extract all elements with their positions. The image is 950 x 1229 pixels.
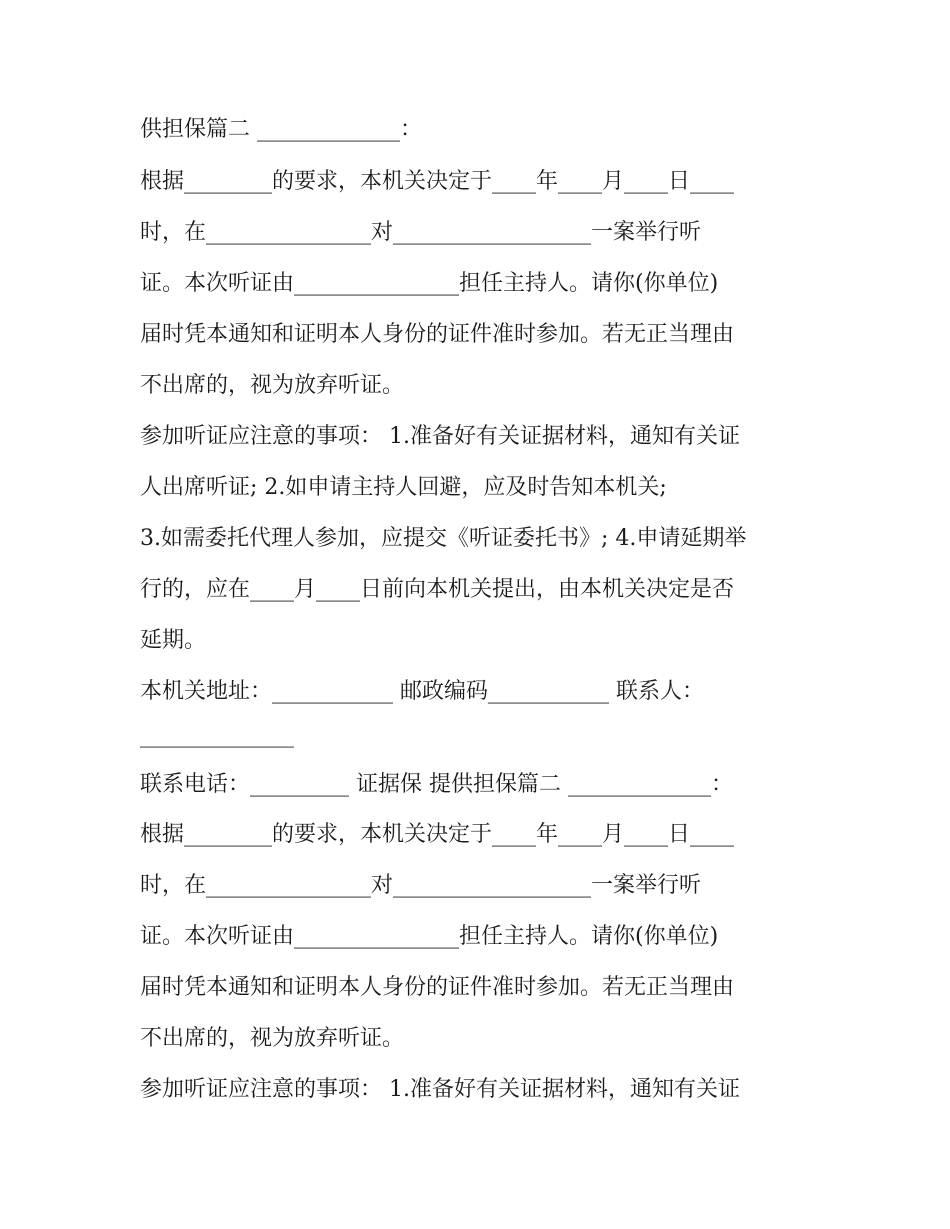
text-line: 届时凭本通知和证明本人身份的证件准时参加。若无正当理由 bbox=[140, 322, 735, 347]
text-line: 根据________的要求，本机关决定于____年____月____日____ bbox=[140, 169, 735, 194]
text-line: 证。本次听证由_______________担任主持人。请你(你单位) bbox=[140, 271, 719, 296]
text-line: 行的，应在____月____日前向本机关提出，由本机关决定是否 bbox=[140, 577, 735, 602]
text-line: ______________ bbox=[140, 723, 294, 748]
text-line: 根据________的要求，本机关决定于____年____月____日____ bbox=[140, 822, 735, 847]
text-line: 供担保篇二 _____________： bbox=[140, 117, 422, 142]
text-line: 不出席的，视为放弃听证。 bbox=[140, 373, 405, 398]
text-line: 时，在_______________对__________________一案举行听 bbox=[140, 873, 702, 898]
text-line: 参加听证应注意的事项： 1.准备好有关证据材料，通知有关证 bbox=[140, 424, 740, 449]
text-line: 不出席的，视为放弃听证。 bbox=[140, 1026, 405, 1051]
text-line: 届时凭本通知和证明本人身份的证件准时参加。若无正当理由 bbox=[140, 975, 735, 1000]
text-line: 延期。 bbox=[140, 628, 207, 653]
text-line: 时，在_______________对__________________一案举行听 bbox=[140, 220, 702, 245]
text-line: 证。本次听证由_______________担任主持人。请你(你单位) bbox=[140, 924, 719, 949]
text-line: 3.如需委托代理人参加，应提交《听证委托书》; 4.申请延期举 bbox=[140, 526, 747, 551]
text-line: 参加听证应注意的事项： 1.准备好有关证据材料，通知有关证 bbox=[140, 1077, 740, 1102]
text-line: 本机关地址：___________ 邮政编码___________ 联系人： bbox=[140, 679, 704, 704]
text-line: 人出席听证; 2.如申请主持人回避，应及时告知本机关; bbox=[140, 475, 667, 500]
text-line: 联系电话：_________ 证据保 提供担保篇二 _____________： bbox=[140, 772, 733, 797]
